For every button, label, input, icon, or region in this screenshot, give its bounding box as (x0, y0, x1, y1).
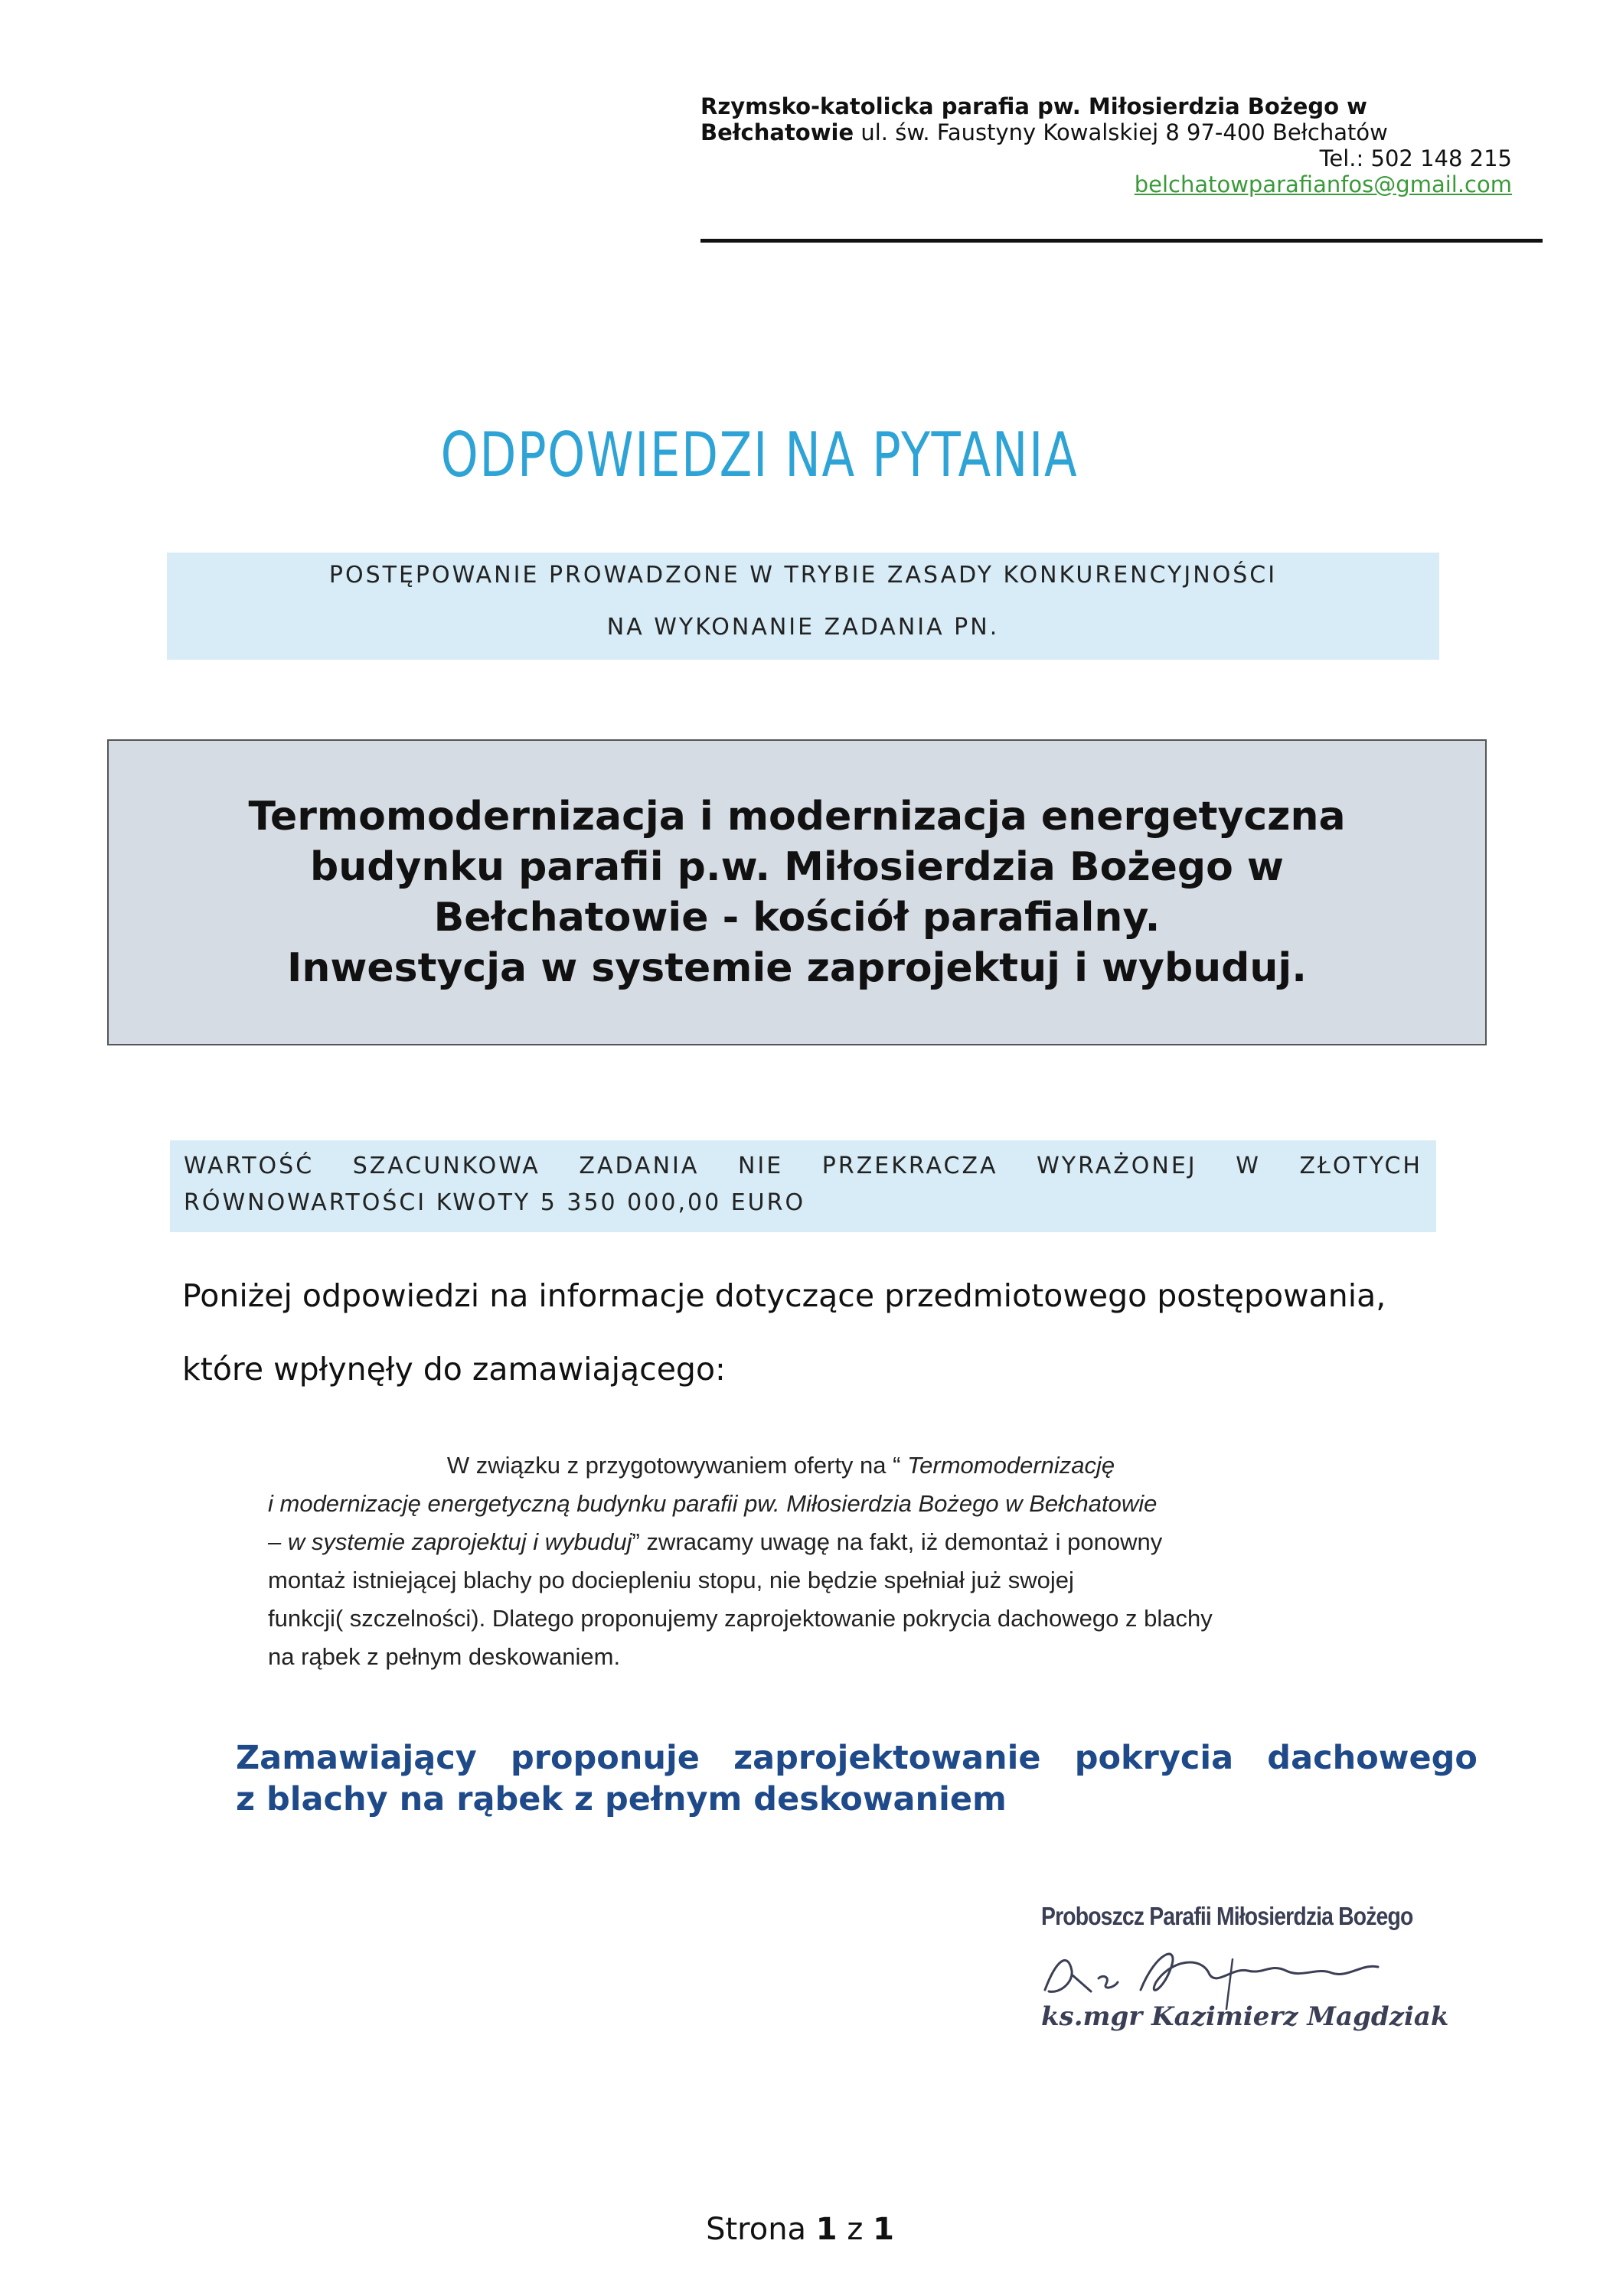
answer-word: Zamawiający (236, 1739, 477, 1777)
answer-word: zaprojektowanie (733, 1739, 1041, 1777)
question-line-3 (268, 1523, 1294, 1561)
value-word: ZADANIA (579, 1153, 700, 1179)
answer-line-1 (236, 1737, 1478, 1779)
value-word: SZACUNKOWA (352, 1153, 540, 1179)
procedure-line-1: POSTĘPOWANIE PROWADZONE W TRYBIE ZASADY KONKURENCYJNOŚCI (328, 562, 1278, 589)
task-title-box (107, 739, 1487, 1045)
value-word: WARTOŚĆ (184, 1153, 315, 1179)
stamp-name: ks.mgr Kazimierz Magdziak (1041, 2001, 1449, 2032)
question-text: W związku z przygotowywaniem oferty na “ (446, 1452, 908, 1479)
value-word: NIE (737, 1153, 784, 1179)
value-band (170, 1140, 1436, 1232)
intro-line-1: Poniżej odpowiedzi na informacje dotyczące przedmiotowego postępowania, (182, 1277, 1386, 1314)
question-text-italic: Termomodernizację (907, 1452, 1115, 1479)
task-line-3: Bełchatowie - kościół parafialny. (433, 895, 1161, 941)
value-line-2: RÓWNOWARTOŚCI KWOTY 5 350 000,00 EURO (184, 1189, 806, 1216)
value-word: W (1236, 1153, 1261, 1179)
parish-street: ul. św. Faustyny Kowalskiej 8 97-400 Bełchatów (854, 119, 1388, 145)
question-text: ” zwracamy uwagę na fakt, iż demontaż i ponowny (632, 1528, 1163, 1555)
value-word: PRZEKRACZA (821, 1153, 998, 1179)
question-line-1 (268, 1446, 1294, 1485)
answer-word: dachowego (1267, 1739, 1478, 1777)
parish-phone: Tel.: 502 148 215 (1319, 145, 1512, 171)
task-line-4: Inwestycja w systemie zaprojektuj i wybuduj. (286, 945, 1308, 991)
signature-stamp (1026, 1894, 1449, 2055)
footer-separator: z (847, 2212, 864, 2247)
value-word: ZŁOTYCH (1299, 1153, 1422, 1179)
parish-email-link[interactable]: belchatowparafianfos@gmail.com (1134, 171, 1512, 197)
task-line-1: Termomodernizacja i modernizacja energetyczna (248, 794, 1346, 840)
intro-line-2: które wpłynęły do zamawiającego: (182, 1351, 726, 1388)
intro-paragraph (182, 1259, 1484, 1406)
question-line-2 (268, 1485, 1294, 1523)
value-word: WYRAŻONEJ (1037, 1153, 1197, 1179)
answer-line-2: z blachy na rąbek z pełnym deskowaniem (236, 1780, 1007, 1818)
question-line-4: montaż istniejącej blachy po dociepleniu stopu, nie będzie spełniał już swojej (268, 1567, 1074, 1593)
document-title: ODPOWIEDZI NA PYTANIA (440, 419, 1079, 491)
footer-page-number: 1 (815, 2212, 838, 2247)
footer-label: Strona (706, 2212, 807, 2247)
procedure-line-2: NA WYKONANIE ZADANIA PN. (606, 614, 1000, 641)
answer-paragraph (236, 1737, 1478, 1820)
page-footer (0, 2212, 1600, 2247)
answer-word: pokrycia (1074, 1739, 1234, 1777)
stamp-title: Proboszcz Parafii Miłosierdzia Bożego (1041, 1902, 1413, 1930)
question-text-italic: – w systemie zaprojektuj i wybuduj (268, 1528, 632, 1555)
parish-city: Bełchatowie (700, 119, 854, 145)
value-line-1 (184, 1148, 1422, 1185)
header-rule (700, 239, 1543, 243)
question-line-5: funkcji( szczelności). Dlatego proponujemy zaprojektowanie pokrycia dachowego z blachy (268, 1605, 1213, 1632)
task-line-2: budynku parafii p.w. Miłosierdzia Bożego w (310, 844, 1284, 890)
answer-word: proponuje (510, 1739, 700, 1777)
parish-header (700, 93, 1512, 197)
question-line-6: na rąbek z pełnym deskowaniem. (268, 1643, 621, 1670)
footer-total-pages: 1 (873, 2212, 894, 2247)
parish-name: Rzymsko-katolicka parafia pw. Miłosierdzia Bożego w (700, 93, 1367, 119)
question-text-italic: i modernizację energetyczną budynku parafii pw. Miłosierdzia Bożego w Bełchatowie (268, 1490, 1158, 1517)
procedure-band (167, 553, 1439, 660)
question-excerpt (268, 1446, 1294, 1676)
parish-address (700, 119, 1512, 145)
